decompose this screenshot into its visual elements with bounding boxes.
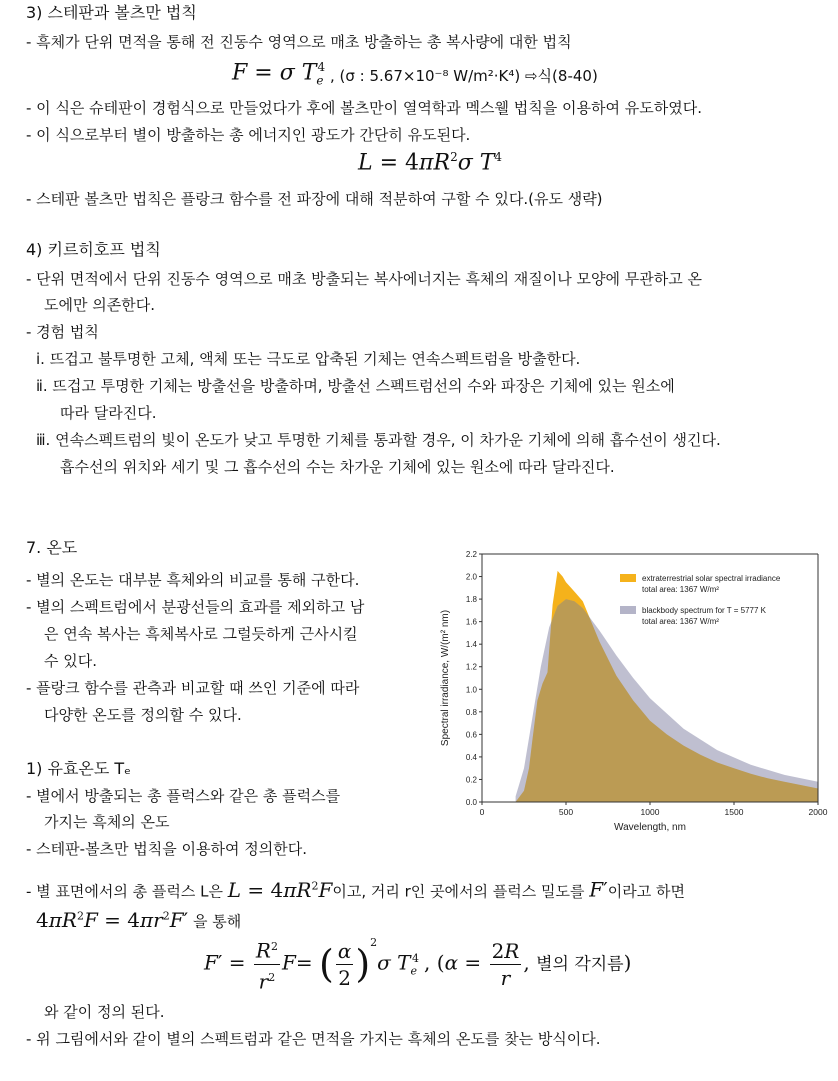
- y-tick-label: 0.8: [465, 707, 477, 717]
- sub1-line-2: - 스테판-볼츠만 법칙을 이용하여 정의한다.: [26, 840, 307, 858]
- luminosity-equation: $L = 4\pi R^2\sigma$ $T^4$: [358, 150, 503, 176]
- sub1-line-4: [36, 906, 241, 932]
- flux-relation-equation: $4\pi R^2F = 4\pi r^2F'$: [36, 907, 189, 932]
- effective-temperature-heading: 1) 유효온도 Tₑ: [26, 759, 131, 778]
- y-tick-label: 0.6: [465, 730, 477, 740]
- legend-note-blackbody: total area: 1367 W/m²: [642, 617, 719, 626]
- sec4-line-1a: - 단위 면적에서 단위 진동수 영역으로 매초 방출되는 복사에너지는 흑체의 재질이나 모양에 무관하고 온: [26, 270, 702, 288]
- y-tick-label: 0.2: [465, 775, 477, 785]
- y-tick-label: 1.8: [465, 595, 477, 605]
- y-tick-label: 2.0: [465, 572, 477, 582]
- flux-equation: $L = 4\pi R^2F$: [227, 877, 333, 902]
- x-tick-label: 1000: [640, 807, 660, 817]
- sigma-constant-note: , (σ : 5.67×10⁻⁸ W/m²·K⁴) ⇨식(8-40): [330, 67, 598, 85]
- sec7-line-3a: - 플랑크 함수를 관측과 비교할 때 쓰인 기준에 따라: [26, 679, 360, 697]
- sub1-line-1b: 가지는 흑체의 온도: [44, 813, 170, 831]
- sub1-line-1a: - 별에서 방출되는 총 플럭스와 같은 총 플럭스를: [26, 787, 341, 805]
- section-4-heading: 4) 키르히호프 법칙: [26, 240, 161, 259]
- section-3-heading: 3) 스테판과 볼츠만 법칙: [26, 3, 197, 22]
- empirical-law-1: ⅰ. 뜨겁고 불투명한 고체, 액체 또는 극도로 압축된 기체는 연속스펙트럼을 방출한다.: [36, 350, 581, 368]
- sec3-line-1: - 흑체가 단위 면적을 통해 전 진동수 영역으로 매초 방출하는 총 복사량에 대한 법칙: [26, 33, 572, 51]
- y-tick-label: 1.6: [465, 617, 477, 627]
- sec4-line-1b: 도에만 의존한다.: [44, 296, 155, 314]
- sec7-line-1: - 별의 온도는 대부분 흑체와의 비교를 통해 구한다.: [26, 571, 360, 589]
- sub1-line-5: 와 같이 정의 된다.: [44, 1003, 165, 1021]
- empirical-law-3a: ⅲ. 연속스펙트럼의 빛이 온도가 낮고 투명한 기체를 통과할 경우, 이 차가운 기체에 의해 흡수선이 생긴다.: [36, 431, 721, 449]
- y-tick-label: 1.4: [465, 640, 477, 650]
- y-axis-label: Spectral irradiance, W/(m² nm): [440, 609, 451, 747]
- empirical-law-2b: 따라 달라진다.: [60, 404, 157, 422]
- sub1-line-3-mid: 이고, 거리 r인 곳에서의 플럭스 밀도를: [332, 882, 585, 901]
- x-tick-label: 0: [479, 807, 485, 817]
- y-tick-label: 2.2: [465, 550, 477, 559]
- angular-diameter-note: 별의 각지름: [536, 954, 624, 975]
- empirical-law-2a: ⅱ. 뜨겁고 투명한 기체는 방출선을 방출하며, 방출선 스펙트럼선의 수와 파장은 기체에 있는 원소에: [36, 377, 675, 395]
- sec3-line-2: - 이 식은 슈테판이 경험식으로 만들었다가 후에 볼츠만이 열역학과 멕스웰 법칙을 이용하여 유도하였다.: [26, 99, 702, 117]
- legend-note-solar: total area: 1367 W/m²: [642, 585, 719, 594]
- spectral-irradiance-chart: [436, 548, 828, 840]
- legend-label-blackbody: blackbody spectrum for T = 5777 K: [642, 606, 766, 615]
- empirical-law-3b: 흡수선의 위치와 세기 및 그 흡수선의 수는 차가운 기체에 있는 원소에 따라 달라진다.: [60, 458, 615, 476]
- x-tick-label: 500: [558, 807, 574, 817]
- sec7-line-2b: 은 연속 복사는 흑체복사로 그럴듯하게 근사시킬: [44, 625, 358, 643]
- stefan-boltzmann-equation: F = σ $T_e^4$: [232, 60, 326, 88]
- effective-temperature-equation: F′ = $\frac{R^2}{r^2}$ F= ( $\frac{\alpha}{2}$ )$^2$σ $T_e^4$ , (α = $\frac{2R}{r}$ , 별의 각지름): [204, 936, 632, 994]
- flux-density-symbol: F′: [589, 877, 608, 902]
- legend-swatch-solar: [620, 574, 636, 582]
- x-tick-label: 2000: [808, 807, 828, 817]
- y-tick-label: 1.0: [465, 685, 477, 695]
- y-tick-label: 1.2: [465, 662, 477, 672]
- x-tick-label: 1500: [724, 807, 744, 817]
- legend-label-solar: extraterrestrial solar spectral irradiance: [642, 574, 781, 583]
- sec7-line-2a: - 별의 스펙트럼에서 분광선들의 효과를 제외하고 남: [26, 598, 365, 616]
- y-tick-label: 0.4: [465, 752, 477, 762]
- sub1-line-3-pre: - 별 표면에서의 총 플럭스 L은: [26, 882, 224, 901]
- sec3-line-3: - 이 식으로부터 별이 방출하는 총 에너지인 광도가 간단히 유도된다.: [26, 126, 471, 144]
- x-axis-label: Wavelength, nm: [614, 822, 686, 833]
- sub1-line-3-post: 이라고 하면: [607, 882, 685, 901]
- sec4-line-2: - 경험 법칙: [26, 323, 99, 341]
- legend-swatch-blackbody: [620, 606, 636, 614]
- sec7-line-3b: 다양한 온도를 정의할 수 있다.: [44, 706, 242, 724]
- section-7-heading: 7. 온도: [26, 538, 78, 557]
- sec7-line-2c: 수 있다.: [44, 652, 98, 670]
- sub1-line-3: [26, 876, 685, 902]
- sec3-line-4: - 스테판 볼츠만 법칙은 플랑크 함수를 전 파장에 대해 적분하여 구할 수 있다.(유도 생략): [26, 190, 603, 208]
- sub1-line-6: - 위 그림에서와 같이 별의 스펙트럼과 같은 면적을 가지는 흑체의 온도를 찾는 방식이다.: [26, 1030, 601, 1048]
- y-tick-label: 0.0: [465, 798, 477, 807]
- sub1-line-4-post: 을 통해: [192, 912, 242, 931]
